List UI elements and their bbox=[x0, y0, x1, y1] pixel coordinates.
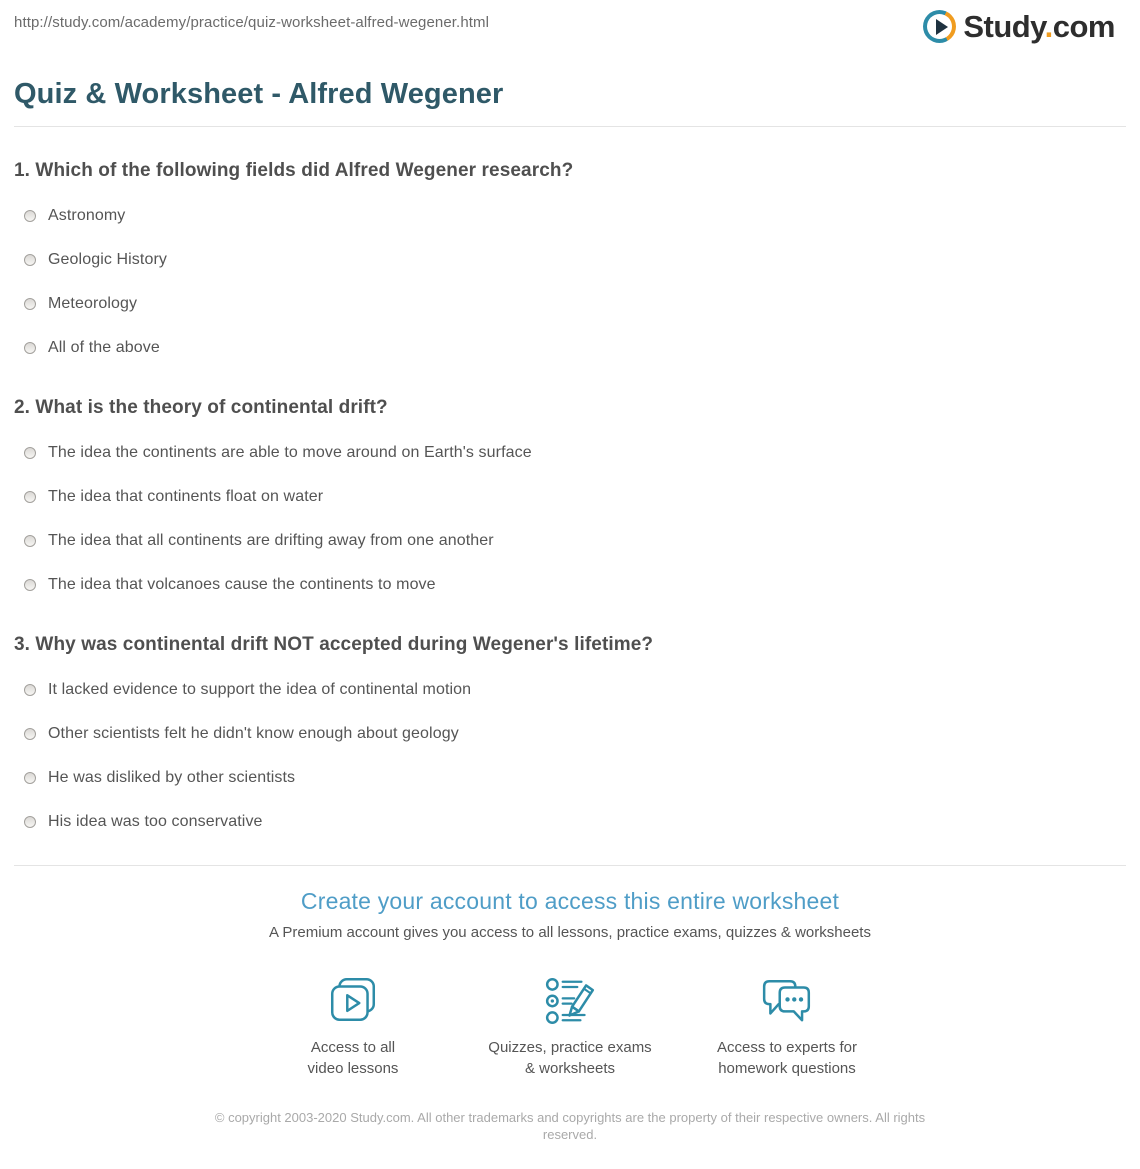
feature-label-line2: homework questions bbox=[718, 1060, 856, 1077]
option-label: Meteorology bbox=[48, 295, 138, 312]
question-3-option-2[interactable] bbox=[24, 724, 1126, 744]
feature-label-line1: Access to experts for bbox=[716, 1039, 858, 1056]
feature-label-line1: Quizzes, practice exams bbox=[488, 1039, 652, 1056]
radio-button[interactable] bbox=[24, 254, 36, 266]
question-2-title: 2. What is the theory of continental drift? bbox=[14, 397, 388, 418]
question-2-option-1[interactable] bbox=[24, 443, 1126, 463]
feature-label-line2: & worksheets bbox=[524, 1060, 616, 1077]
option-label: His idea was too conservative bbox=[48, 813, 263, 830]
studycom-play-icon bbox=[923, 10, 956, 43]
questions-list bbox=[0, 160, 1140, 832]
question-3-title: 3. Why was continental drift NOT accepted during Wegener's lifetime? bbox=[14, 634, 654, 655]
question-2-option-4[interactable] bbox=[24, 575, 1126, 595]
radio-button[interactable] bbox=[24, 579, 36, 591]
logo-study: Study bbox=[963, 9, 1045, 44]
logo-com: com bbox=[1052, 9, 1115, 44]
radio-button[interactable] bbox=[24, 772, 36, 784]
question-2-option-3[interactable] bbox=[24, 531, 1126, 551]
option-label: He was disliked by other scientists bbox=[48, 769, 296, 786]
experts-chat-icon bbox=[760, 974, 814, 1028]
question-1-option-3[interactable] bbox=[24, 294, 1126, 314]
feature-label-line1: Access to all bbox=[310, 1039, 396, 1056]
cta-subheading: A Premium account gives you access to all lessons, practice exams, quizzes & worksheets bbox=[269, 924, 871, 941]
option-label: Astronomy bbox=[48, 207, 126, 224]
question-1-option-4[interactable] bbox=[24, 338, 1126, 358]
feature-expert-help bbox=[679, 974, 896, 1079]
question-3-option-1[interactable] bbox=[24, 680, 1126, 700]
question-2-option-2[interactable] bbox=[24, 487, 1126, 507]
option-label: The idea that continents float on water bbox=[48, 488, 324, 505]
video-lessons-icon bbox=[326, 974, 380, 1028]
option-label: The idea that all continents are drifting away from one another bbox=[48, 532, 494, 549]
studycom-logo[interactable] bbox=[923, 10, 1115, 43]
logo-dot: . bbox=[1044, 9, 1053, 44]
option-label: Geologic History bbox=[48, 251, 167, 268]
radio-button[interactable] bbox=[24, 491, 36, 503]
quizzes-worksheets-icon bbox=[543, 974, 597, 1028]
option-label: The idea that volcanoes cause the continents to move bbox=[48, 576, 436, 593]
feature-video-lessons bbox=[245, 974, 462, 1079]
question-3 bbox=[14, 634, 1126, 832]
cta-section bbox=[0, 888, 1140, 1143]
radio-button[interactable] bbox=[24, 535, 36, 547]
question-1-option-1[interactable] bbox=[24, 206, 1126, 226]
topbar bbox=[0, 0, 1140, 52]
feature-label bbox=[308, 1037, 399, 1079]
radio-button[interactable] bbox=[24, 728, 36, 740]
option-label: It lacked evidence to support the idea of continental motion bbox=[48, 681, 472, 698]
radio-button[interactable] bbox=[24, 298, 36, 310]
page-url: http://study.com/academy/practice/quiz-worksheet-alfred-wegener.html bbox=[14, 14, 490, 31]
cta-heading[interactable]: Create your account to access this entire worksheet bbox=[300, 888, 840, 914]
cta-divider bbox=[14, 865, 1126, 866]
radio-button[interactable] bbox=[24, 816, 36, 828]
copyright-notice: © copyright 2003-2020 Study.com. All other trademarks and copyrights are the property of their respective owners. All rights reserved. bbox=[214, 1110, 926, 1142]
option-label: All of the above bbox=[48, 339, 160, 356]
feature-label bbox=[717, 1037, 857, 1079]
radio-button[interactable] bbox=[24, 684, 36, 696]
radio-button[interactable] bbox=[24, 447, 36, 459]
feature-label bbox=[488, 1037, 651, 1079]
question-3-option-3[interactable] bbox=[24, 768, 1126, 788]
question-1 bbox=[14, 160, 1126, 358]
option-label: The idea the continents are able to move around on Earth's surface bbox=[48, 444, 532, 461]
radio-button[interactable] bbox=[24, 342, 36, 354]
question-1-title: 1. Which of the following fields did Alfred Wegener research? bbox=[14, 160, 574, 181]
feature-label-line2: video lessons bbox=[307, 1060, 399, 1077]
play-triangle bbox=[936, 19, 948, 35]
question-2 bbox=[14, 397, 1126, 595]
features-row bbox=[0, 974, 1140, 1079]
feature-quizzes-worksheets bbox=[462, 974, 679, 1079]
page-title: Quiz & Worksheet - Alfred Wegener bbox=[14, 78, 504, 110]
radio-button[interactable] bbox=[24, 210, 36, 222]
title-divider bbox=[14, 126, 1126, 127]
question-3-option-4[interactable] bbox=[24, 812, 1126, 832]
option-label: Other scientists felt he didn't know enough about geology bbox=[48, 725, 459, 742]
studycom-logo-text bbox=[963, 11, 1115, 42]
question-1-option-2[interactable] bbox=[24, 250, 1126, 270]
